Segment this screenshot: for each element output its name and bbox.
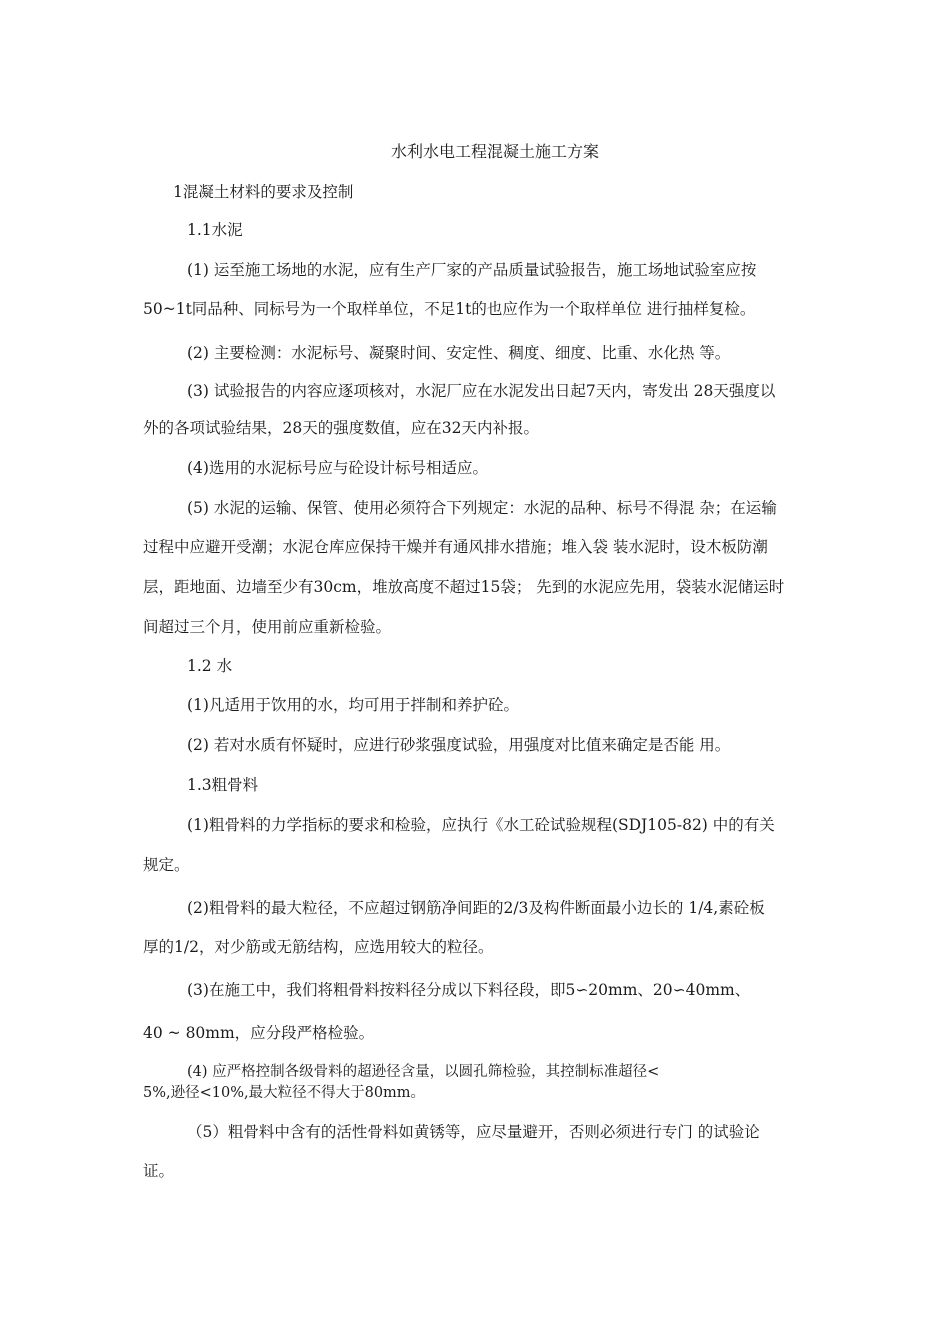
paragraph-line: 规定。 xyxy=(143,856,190,874)
paragraph-line: (2) 主要检测：水泥标号、凝聚时间、安定性、稠度、细度、比重、水化热 等。 xyxy=(187,344,731,362)
subsection-heading: 1.3粗骨料 xyxy=(187,776,259,794)
subsection-heading: 1.1水泥 xyxy=(187,221,243,239)
paragraph-line: (1) 运至施工场地的水泥，应有生产厂家的产品质量试验报告，施工场地试验室应按 xyxy=(187,261,757,279)
section-heading: 1混凝土材料的要求及控制 xyxy=(173,183,354,201)
paragraph-line: 外的各项试验结果，28天的强度数值，应在32天内补报。 xyxy=(143,419,539,437)
paragraph-line: （5）粗骨料中含有的活性骨料如黄锈等，应尽量避开，否则必须进行专门 的试验论 xyxy=(187,1123,760,1141)
paragraph-line: (2) 若对水质有怀疑时，应进行砂浆强度试验，用强度对比值来确定是否能 用。 xyxy=(187,736,731,754)
paragraph-line: 40 ~ 80mm，应分段严格检验。 xyxy=(143,1024,375,1042)
paragraph-line: 厚的1/2，对少筋或无筋结构，应选用较大的粒径。 xyxy=(143,938,494,956)
paragraph-line: (4)选用的水泥标号应与砼设计标号相适应。 xyxy=(187,459,488,477)
paragraph-line: 间超过三个月，使用前应重新检验。 xyxy=(143,618,392,636)
paragraph-line: (4) 应严格控制各级骨料的超逊径含量，以圆孔筛检验，其控制标准超径< xyxy=(187,1064,660,1080)
paragraph-line: 层，距地面、边墙至少有30cm，堆放高度不超过15袋； 先到的水泥应先用，袋装水泥储运时 xyxy=(143,578,785,596)
paragraph-line: (3)在施工中，我们将粗骨料按料径分成以下料径段，即5∽20mm、20∽40mm、 xyxy=(187,981,751,999)
paragraph-line: (1)凡适用于饮用的水，均可用于拌制和养护砼。 xyxy=(187,696,519,714)
subsection-heading: 1.2 水 xyxy=(187,657,233,675)
paragraph-line: (3) 试验报告的内容应逐项核对，水泥厂应在水泥发出日起7天内，寄发出 28天强度以 xyxy=(187,382,776,400)
paragraph-line: (2)粗骨料的最大粒径，不应超过钢筋净间距的2/3及构件断面最小边长的 1/4,素砼板 xyxy=(187,899,765,917)
paragraph-line: 过程中应避开受潮；水泥仓库应保持干燥并有通风排水措施；堆入袋 装水泥时，设木板防潮 xyxy=(143,538,768,556)
paragraph-line: 5%,逊径<10%,最大粒径不得大于80mm。 xyxy=(143,1085,426,1101)
paragraph-line: (1)粗骨料的力学指标的要求和检验，应执行《水工砼试验规程(SDJ105-82) 中的有关 xyxy=(187,816,775,834)
document-title: 水利水电工程混凝土施工方案 xyxy=(390,142,599,161)
paragraph-line: 证。 xyxy=(143,1162,175,1180)
paragraph-line: 50~1t同品种、同标号为一个取样单位，不足1t的也应作为一个取样单位 进行抽样复检。 xyxy=(143,300,756,318)
paragraph-line: (5) 水泥的运输、保管、使用必须符合下列规定：水泥的品种、标号不得混 杂；在运输 xyxy=(187,499,777,517)
